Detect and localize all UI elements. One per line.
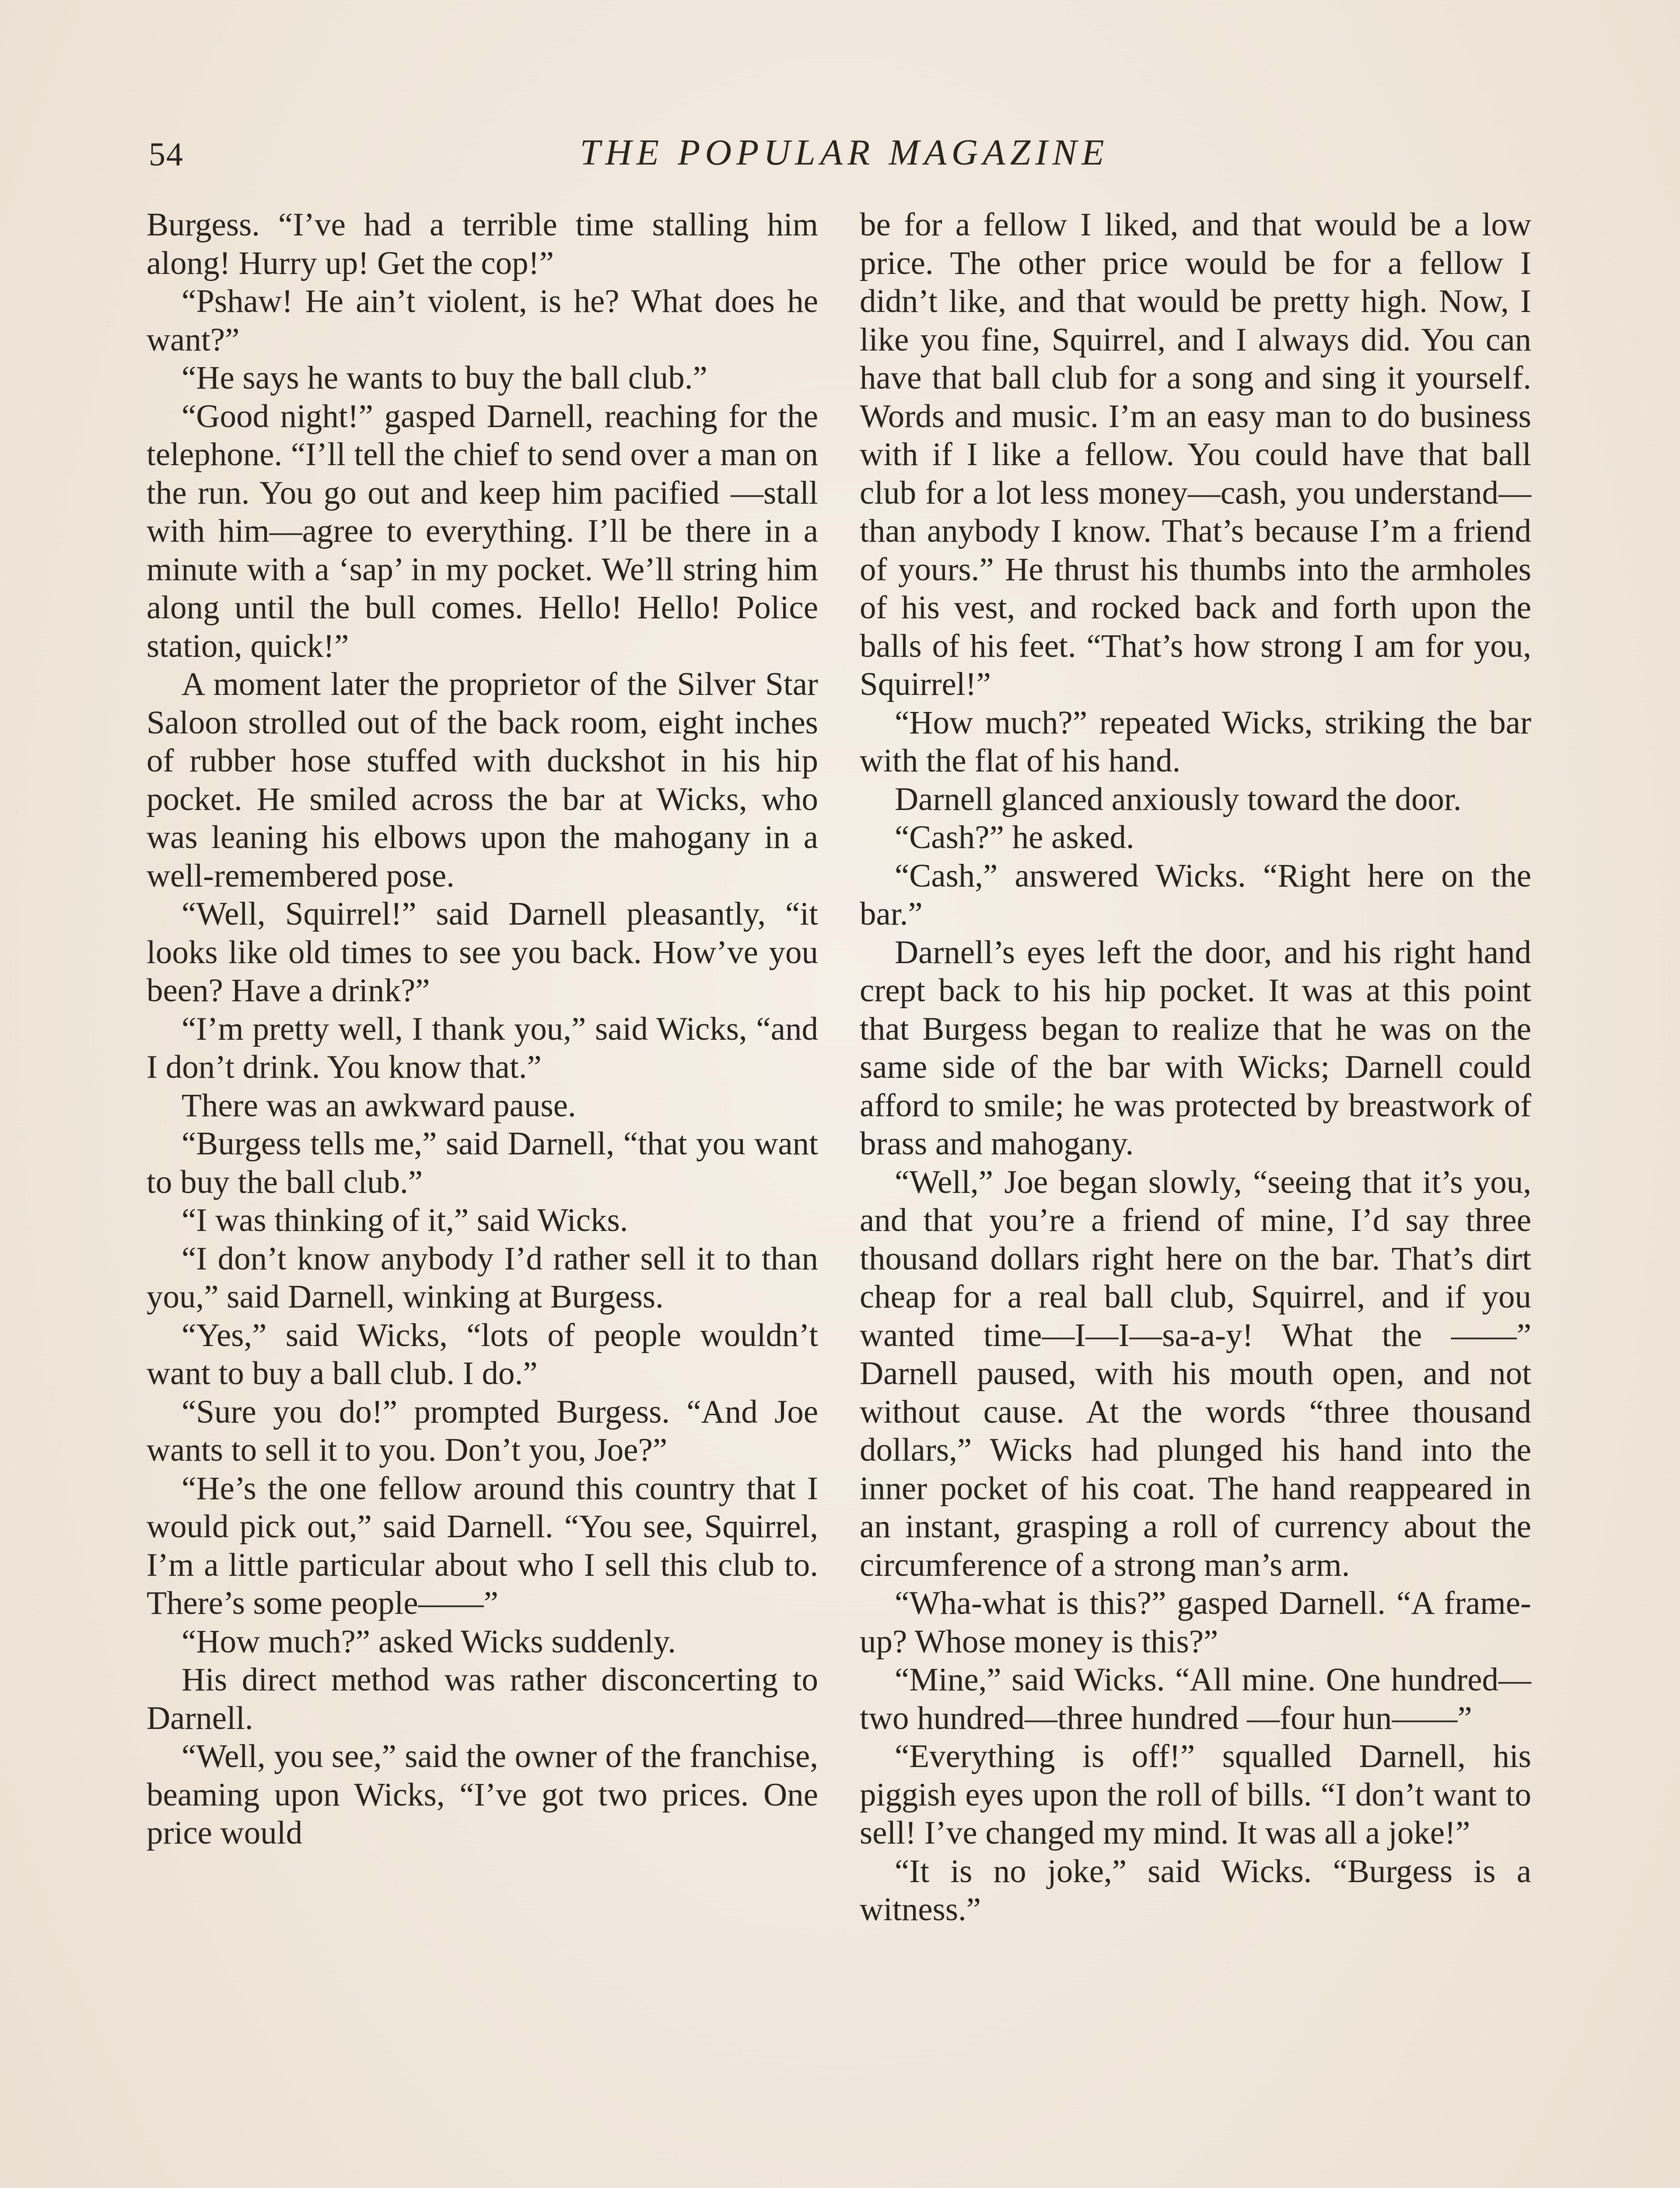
paragraph: Darnell’s eyes left the door, and his right hand crept back to his hip pocket. It was at this point that Burgess began to realize that he was on the same side of the bar with Wicks; Darnell could afford to smile; he was protected by breastwork of brass and mahogany. xyxy=(860,934,1531,1162)
magazine-title: THE POPULAR MAGAZINE xyxy=(580,132,1109,173)
paragraph: “Mine,” said Wicks. “All mine. One hundred—two hundred—three hundred —four hun——” xyxy=(860,1662,1531,1736)
paragraph: “Wha-what is this?” gasped Darnell. “A frame-up? Whose money is this?” xyxy=(860,1585,1531,1660)
paragraph: “Good night!” gasped Darnell, reaching for the telephone. “I’ll tell the chief to send over a man on the run. You go out and keep him pacified —stall with him—agree to everything. I’ll be there in a minute with a ‘sap’ in my pocket. We’ll string him along until the bull comes. Hello! Hello! Police station, quick!” xyxy=(147,398,818,664)
paragraph: “Everything is off!” squalled Darnell, his piggish eyes upon the roll of bills. “I don’t want to sell! I’ve changed my mind. It was all a joke!” xyxy=(860,1738,1531,1851)
paragraph: be for a fellow I liked, and that would be a low price. The other price would be for a fellow I didn’t like, and that would be pretty high. Now, I like you fine, Squirrel, and I always did. You can have that ball club for a song and sing it yourself. Words and music. I’m an easy man to do business with if I like a fellow. You could have that ball club for a lot less money—cash, you understand—than anybody I know. That’s because I’m a friend of yours.” He thrust his thumbs into the armholes of his vest, and rocked back and forth upon the balls of his feet. “That’s how strong I am for you, Squirrel!” xyxy=(860,207,1531,702)
paragraph: “Burgess tells me,” said Darnell, “that you want to buy the ball club.” xyxy=(147,1126,818,1200)
left-column xyxy=(147,206,818,1852)
paragraph: “Cash?” he asked. xyxy=(895,819,1134,856)
paragraph: Burgess. “I’ve had a terrible time stalling him along! Hurry up! Get the cop!” xyxy=(147,207,818,281)
paragraph: “Yes,” said Wicks, “lots of people wouldn’t want to buy a ball club. I do.” xyxy=(147,1317,818,1392)
paragraph: “How much?” asked Wicks suddenly. xyxy=(182,1623,676,1660)
right-column xyxy=(860,206,1531,1929)
paragraph: “Pshaw! He ain’t violent, is he? What does he want?” xyxy=(147,283,818,358)
page-number: 54 xyxy=(149,136,184,173)
paragraph: “He says he wants to buy the ball club.” xyxy=(182,360,707,396)
paragraph: “I don’t know anybody I’d rather sell it to than you,” said Darnell, winking at Burgess. xyxy=(147,1240,818,1315)
paragraph: “I was thinking of it,” said Wicks. xyxy=(182,1202,628,1238)
page-header xyxy=(144,131,1544,179)
paragraph: “It is no joke,” said Wicks. “Burgess is a witness.” xyxy=(860,1853,1531,1928)
paragraph: A moment later the proprietor of the Silver Star Saloon strolled out of the back room, eight inches of rubber hose stuffed with duckshot in his hip pocket. He smiled across the bar at Wicks, who was leaning his elbows upon the mahogany in a well-remembered pose. xyxy=(147,666,818,894)
paragraph: “I’m pretty well, I thank you,” said Wicks, “and I don’t drink. You know that.” xyxy=(147,1010,818,1085)
paragraph: “How much?” repeated Wicks, striking the bar with the flat of his hand. xyxy=(860,704,1531,779)
paragraph: “Well,” Joe began slowly, “seeing that it’s you, and that you’re a friend of mine, I’d say three thousand dollars right here on the bar. That’s dirt cheap for a real ball club, Squirrel, and if you wanted time—I—I—sa-a-y! What the ——” Darnell paused, with his mouth open, and not without cause. At the words “three thousand dollars,” Wicks had plunged his hand into the inner pocket of his coat. The hand reappeared in an instant, grasping a roll of currency about the circumference of a strong man’s arm. xyxy=(860,1164,1531,1583)
paragraph: His direct method was rather disconcerting to Darnell. xyxy=(147,1662,818,1736)
paragraph: “Sure you do!” prompted Burgess. “And Joe wants to sell it to you. Don’t you, Joe?” xyxy=(147,1393,818,1468)
paragraph: “Cash,” answered Wicks. “Right here on the bar.” xyxy=(860,857,1531,932)
paragraph: Darnell glanced anxiously toward the door. xyxy=(895,781,1462,817)
paragraph: “Well, you see,” said the owner of the franchise, beaming upon Wicks, “I’ve got two prices. One price would xyxy=(147,1738,818,1851)
paragraph: There was an awkward pause. xyxy=(182,1087,576,1124)
paragraph: “He’s the one fellow around this country that I would pick out,” said Darnell. “You see, Squirrel, I’m a little particular about who I sell this club to. There’s some people——” xyxy=(147,1470,818,1621)
paragraph: “Well, Squirrel!” said Darnell pleasantly, “it looks like old times to see you back. How’ve you been? Have a drink?” xyxy=(147,896,818,1009)
